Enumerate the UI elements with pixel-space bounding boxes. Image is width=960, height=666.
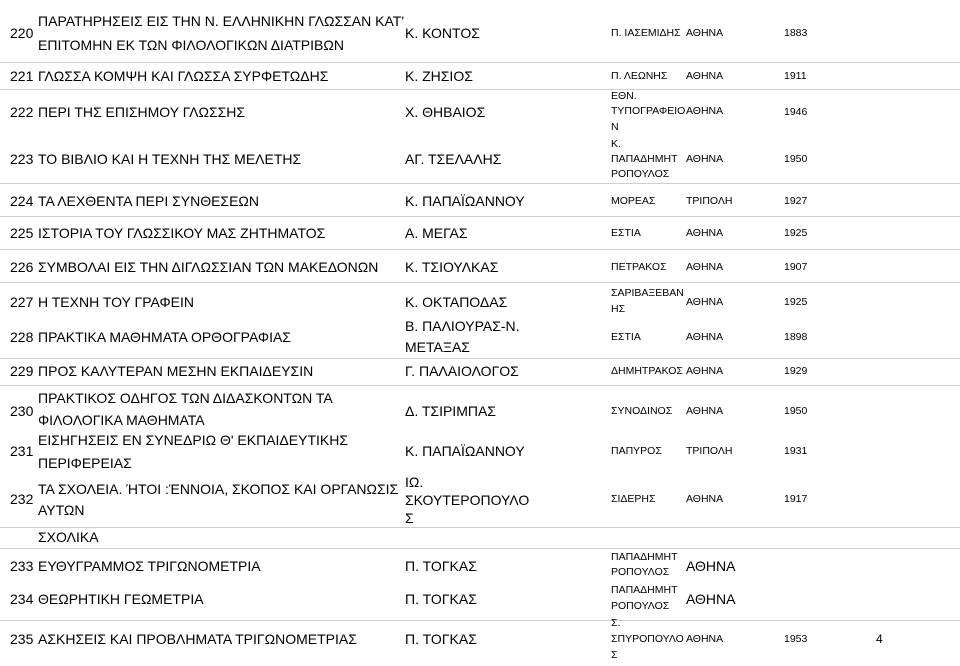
- row-divider: [0, 358, 960, 359]
- book-publisher: ΕΘΝ.: [611, 90, 637, 102]
- book-title: ΤΑ ΛΕΧΘΕΝΤΑ ΠΕΡΙ ΣΥΝΘΕΣΕΩΝ: [38, 193, 259, 209]
- book-author-cont: ΣΚΟΥΤΕΡΟΠΟΥΛΟ: [405, 492, 530, 508]
- book-author-cont: ΜΕΤΑΞΑΣ: [405, 339, 470, 355]
- row-number: 220: [10, 25, 34, 41]
- book-author: Β. ΠΑΛΙΟΥΡΑΣ-Ν.: [405, 318, 520, 334]
- book-publisher-cont: Ν: [611, 121, 619, 133]
- row-divider: [0, 385, 960, 386]
- book-year: 1925: [784, 296, 808, 308]
- book-title: ΑΣΚΗΣΕΙΣ ΚΑΙ ΠΡΟΒΛΗΜΑΤΑ ΤΡΙΓΩΝΟΜΕΤΡΙΑΣ: [38, 631, 357, 647]
- book-publisher-cont: ΠΑΠΑΔΗΜΗΤ: [611, 153, 678, 165]
- row-divider: [0, 527, 960, 528]
- book-publisher-cont: ΡΟΠΟΥΛΟΣ: [611, 600, 670, 612]
- row-divider: [0, 620, 960, 621]
- book-city: ΑΘΗΝΑ: [686, 27, 724, 39]
- copies-count: 4: [876, 632, 883, 646]
- row-number: 224: [10, 193, 34, 209]
- row-number: 223: [10, 151, 34, 167]
- book-year: 1950: [784, 153, 808, 165]
- book-year: 1927: [784, 195, 808, 207]
- book-year: 1883: [784, 27, 808, 39]
- row-divider: [0, 548, 960, 549]
- book-title: ΤΟ ΒΙΒΛΙΟ ΚΑΙ Η ΤΕΧΝΗ ΤΗΣ ΜΕΛΕΤΗΣ: [38, 151, 302, 167]
- book-title: ΠΡΑΚΤΙΚΟΣ ΟΔΗΓΟΣ ΤΩΝ ΔΙΔΑΣΚΟΝΤΩΝ ΤΑ: [38, 390, 333, 406]
- book-author: ΑΓ. ΤΣΕΛΑΛΗΣ: [405, 151, 502, 167]
- book-author: Κ. ΟΚΤΑΠΟΔΑΣ: [405, 294, 508, 310]
- book-publisher: ΠΕΤΡΑΚΟΣ: [611, 261, 667, 273]
- book-city: ΑΘΗΝΑ: [686, 493, 724, 505]
- book-year: 1931: [784, 445, 808, 457]
- book-city: ΤΡΙΠΟΛΗ: [686, 445, 733, 457]
- row-number: 230: [10, 403, 34, 419]
- book-year: 1946: [784, 106, 808, 118]
- book-publisher: ΕΣΤΙΑ: [611, 227, 641, 239]
- row-number: 227: [10, 294, 34, 310]
- book-publisher: ΠΑΠΥΡΟΣ: [611, 445, 662, 457]
- book-city: ΑΘΗΝΑ: [686, 296, 724, 308]
- book-title-cont: ΑΥΤΩΝ: [38, 502, 85, 518]
- row-number: 234: [10, 591, 34, 607]
- book-title: ΓΛΩΣΣΑ ΚΟΜΨΗ ΚΑΙ ΓΛΩΣΣΑ ΣΥΡΦΕΤΩΔΗΣ: [38, 68, 329, 84]
- book-publisher: ΔΗΜΗΤΡΑΚΟΣ: [611, 365, 683, 377]
- book-city: ΤΡΙΠΟΛΗ: [686, 195, 733, 207]
- book-publisher: ΣΙΔΕΡΗΣ: [611, 493, 656, 505]
- book-author: Κ. ΠΑΠΑΪΩΑΝΝΟΥ: [405, 443, 525, 459]
- book-publisher: Κ.: [611, 138, 621, 150]
- book-city: ΑΘΗΝΑ: [686, 227, 724, 239]
- book-year: 1898: [784, 331, 808, 343]
- book-title: ΕΙΣΗΓΗΣΕΙΣ ΕΝ ΣΥΝΕΔΡΙΩ Θ' ΕΚΠΑΙΔΕΥΤΙΚΗΣ: [38, 432, 348, 448]
- book-title: ΠΡΑΚΤΙΚΑ ΜΑΘΗΜΑΤΑ ΟΡΘΟΓΡΑΦΙΑΣ: [38, 329, 291, 345]
- row-number: 235: [10, 631, 34, 647]
- row-number: 226: [10, 259, 34, 275]
- book-year: 1953: [784, 633, 808, 645]
- book-title: ΙΣΤΟΡΙΑ ΤΟΥ ΓΛΩΣΣΙΚΟΥ ΜΑΣ ΖΗΤΗΜΑΤΟΣ: [38, 225, 326, 241]
- book-city: ΑΘΗΝΑ: [686, 365, 724, 377]
- book-city: ΑΘΗΝΑ: [686, 331, 724, 343]
- book-author: Δ. ΤΣΙΡΙΜΠΑΣ: [405, 403, 496, 419]
- book-year: 1907: [784, 261, 808, 273]
- book-author: Π. ΤΟΓΚΑΣ: [405, 631, 477, 647]
- book-year: 1917: [784, 493, 808, 505]
- book-publisher: Π. ΙΑΣΕΜΙΔΗΣ: [611, 27, 681, 39]
- book-author: Χ. ΘΗΒΑΙΟΣ: [405, 104, 486, 120]
- book-title: ΕΥΘΥΓΡΑΜΜΟΣ ΤΡΙΓΩΝΟΜΕΤΡΙΑ: [38, 558, 261, 574]
- book-publisher: Π. ΛΕΩΝΗΣ: [611, 70, 668, 82]
- book-publisher: ΣΑΡΙΒΑΞΕΒΑΝ: [611, 287, 684, 299]
- book-title-cont: ΠΕΡΙΦΕΡΕΙΑΣ: [38, 455, 132, 471]
- book-publisher: ΜΟΡΕΑΣ: [611, 195, 656, 207]
- book-city: ΑΘΗΝΑ: [686, 261, 724, 273]
- book-publisher: Σ.: [611, 617, 621, 629]
- book-city: ΑΘΗΝΑ: [686, 153, 724, 165]
- book-title: ΤΑ ΣΧΟΛΕΙΑ. ΉΤΟΙ :ΈΝΝΟΙΑ, ΣΚΟΠΟΣ ΚΑΙ ΟΡΓΑΝΩΣΙΣ: [38, 481, 399, 497]
- book-title-cont: ΦΙΛΟΛΟΓΙΚΑ ΜΑΘΗΜΑΤΑ: [38, 412, 205, 428]
- book-publisher: ΣΥΝΟΔΙΝΟΣ: [611, 405, 673, 417]
- book-title: ΣΥΜΒΟΛΑΙ ΕΙΣ ΤΗΝ ΔΙΓΛΩΣΣΙΑΝ ΤΩΝ ΜΑΚΕΔΟΝΩΝ: [38, 259, 379, 275]
- row-divider: [0, 216, 960, 217]
- book-city: ΑΘΗΝΑ: [686, 105, 724, 117]
- book-year: 1950: [784, 405, 808, 417]
- book-city: ΑΘΗΝΑ: [686, 405, 724, 417]
- book-author: Κ. ΤΣΙΟΥΛΚΑΣ: [405, 259, 499, 275]
- row-divider: [0, 282, 960, 283]
- row-number: 229: [10, 363, 34, 379]
- book-author: Π. ΤΟΓΚΑΣ: [405, 591, 477, 607]
- book-publisher-cont: ΡΟΠΟΥΛΟΣ: [611, 168, 670, 180]
- book-title: ΠΑΡΑΤΗΡΗΣΕΙΣ ΕΙΣ ΤΗΝ Ν. ΕΛΛΗΝΙΚΗΝ ΓΛΩΣΣΑΝ ΚΑΤ': [38, 13, 405, 29]
- book-publisher: ΠΑΠΑΔΗΜΗΤ: [611, 584, 678, 596]
- book-publisher: ΕΣΤΙΑ: [611, 331, 641, 343]
- row-divider: [0, 249, 960, 250]
- book-title: ΠΡΟΣ ΚΑΛΥΤΕΡΑΝ ΜΕΣΗΝ ΕΚΠΑΙΔΕΥΣΙΝ: [38, 363, 314, 379]
- book-publisher: ΠΑΠΑΔΗΜΗΤ: [611, 551, 678, 563]
- row-number: 222: [10, 104, 34, 120]
- row-number: 231: [10, 443, 34, 459]
- book-title: ΘΕΩΡΗΤΙΚΗ ΓΕΩΜΕΤΡΙΑ: [38, 591, 204, 607]
- book-author: Γ. ΠΑΛΑΙΟΛΟΓΟΣ: [405, 363, 519, 379]
- row-divider: [0, 62, 960, 63]
- section-heading: ΣΧΟΛΙΚΑ: [38, 529, 99, 545]
- book-author: Α. ΜΕΓΑΣ: [405, 225, 468, 241]
- book-author: ΙΩ.: [405, 474, 424, 490]
- row-number: 233: [10, 558, 34, 574]
- book-city: ΑΘΗΝΑ: [686, 591, 736, 607]
- book-year: 1911: [784, 70, 807, 82]
- book-title: ΠΕΡΙ ΤΗΣ ΕΠΙΣΗΜΟΥ ΓΛΩΣΣΗΣ: [38, 104, 246, 120]
- row-number: 228: [10, 329, 34, 345]
- row-divider: [0, 89, 960, 90]
- row-divider: [0, 183, 960, 184]
- book-title-cont: ΕΠΙΤΟΜΗΝ ΕΚ ΤΩΝ ΦΙΛΟΛΟΓΙΚΩΝ ΔΙΑΤΡΙΒΩΝ: [38, 37, 344, 53]
- book-publisher-cont: Σ: [611, 649, 618, 661]
- book-year: 1925: [784, 227, 808, 239]
- book-publisher-cont: ΣΠΥΡΟΠΟΥΛΟ: [611, 633, 684, 645]
- book-city: ΑΘΗΝΑ: [686, 70, 724, 82]
- book-title: Η ΤΕΧΝΗ ΤΟΥ ΓΡΑΦΕΙΝ: [38, 294, 194, 310]
- book-author: Κ. ΚΟΝΤΟΣ: [405, 25, 480, 41]
- book-year: 1929: [784, 365, 808, 377]
- book-author-cont: Σ: [405, 510, 414, 526]
- row-number: 225: [10, 225, 34, 241]
- book-city: ΑΘΗΝΑ: [686, 558, 736, 574]
- book-author: Κ. ΖΗΣΙΟΣ: [405, 68, 473, 84]
- book-author: Π. ΤΟΓΚΑΣ: [405, 558, 477, 574]
- book-publisher-cont: ΡΟΠΟΥΛΟΣ: [611, 566, 670, 578]
- row-number: 221: [10, 68, 34, 84]
- book-author: Κ. ΠΑΠΑΪΩΑΝΝΟΥ: [405, 193, 525, 209]
- row-number: 232: [10, 491, 34, 507]
- book-publisher-cont: ΗΣ: [611, 303, 626, 315]
- book-publisher-cont: ΤΥΠΟΓΡΑΦΕΙΟ: [611, 105, 686, 117]
- book-city: ΑΘΗΝΑ: [686, 633, 724, 645]
